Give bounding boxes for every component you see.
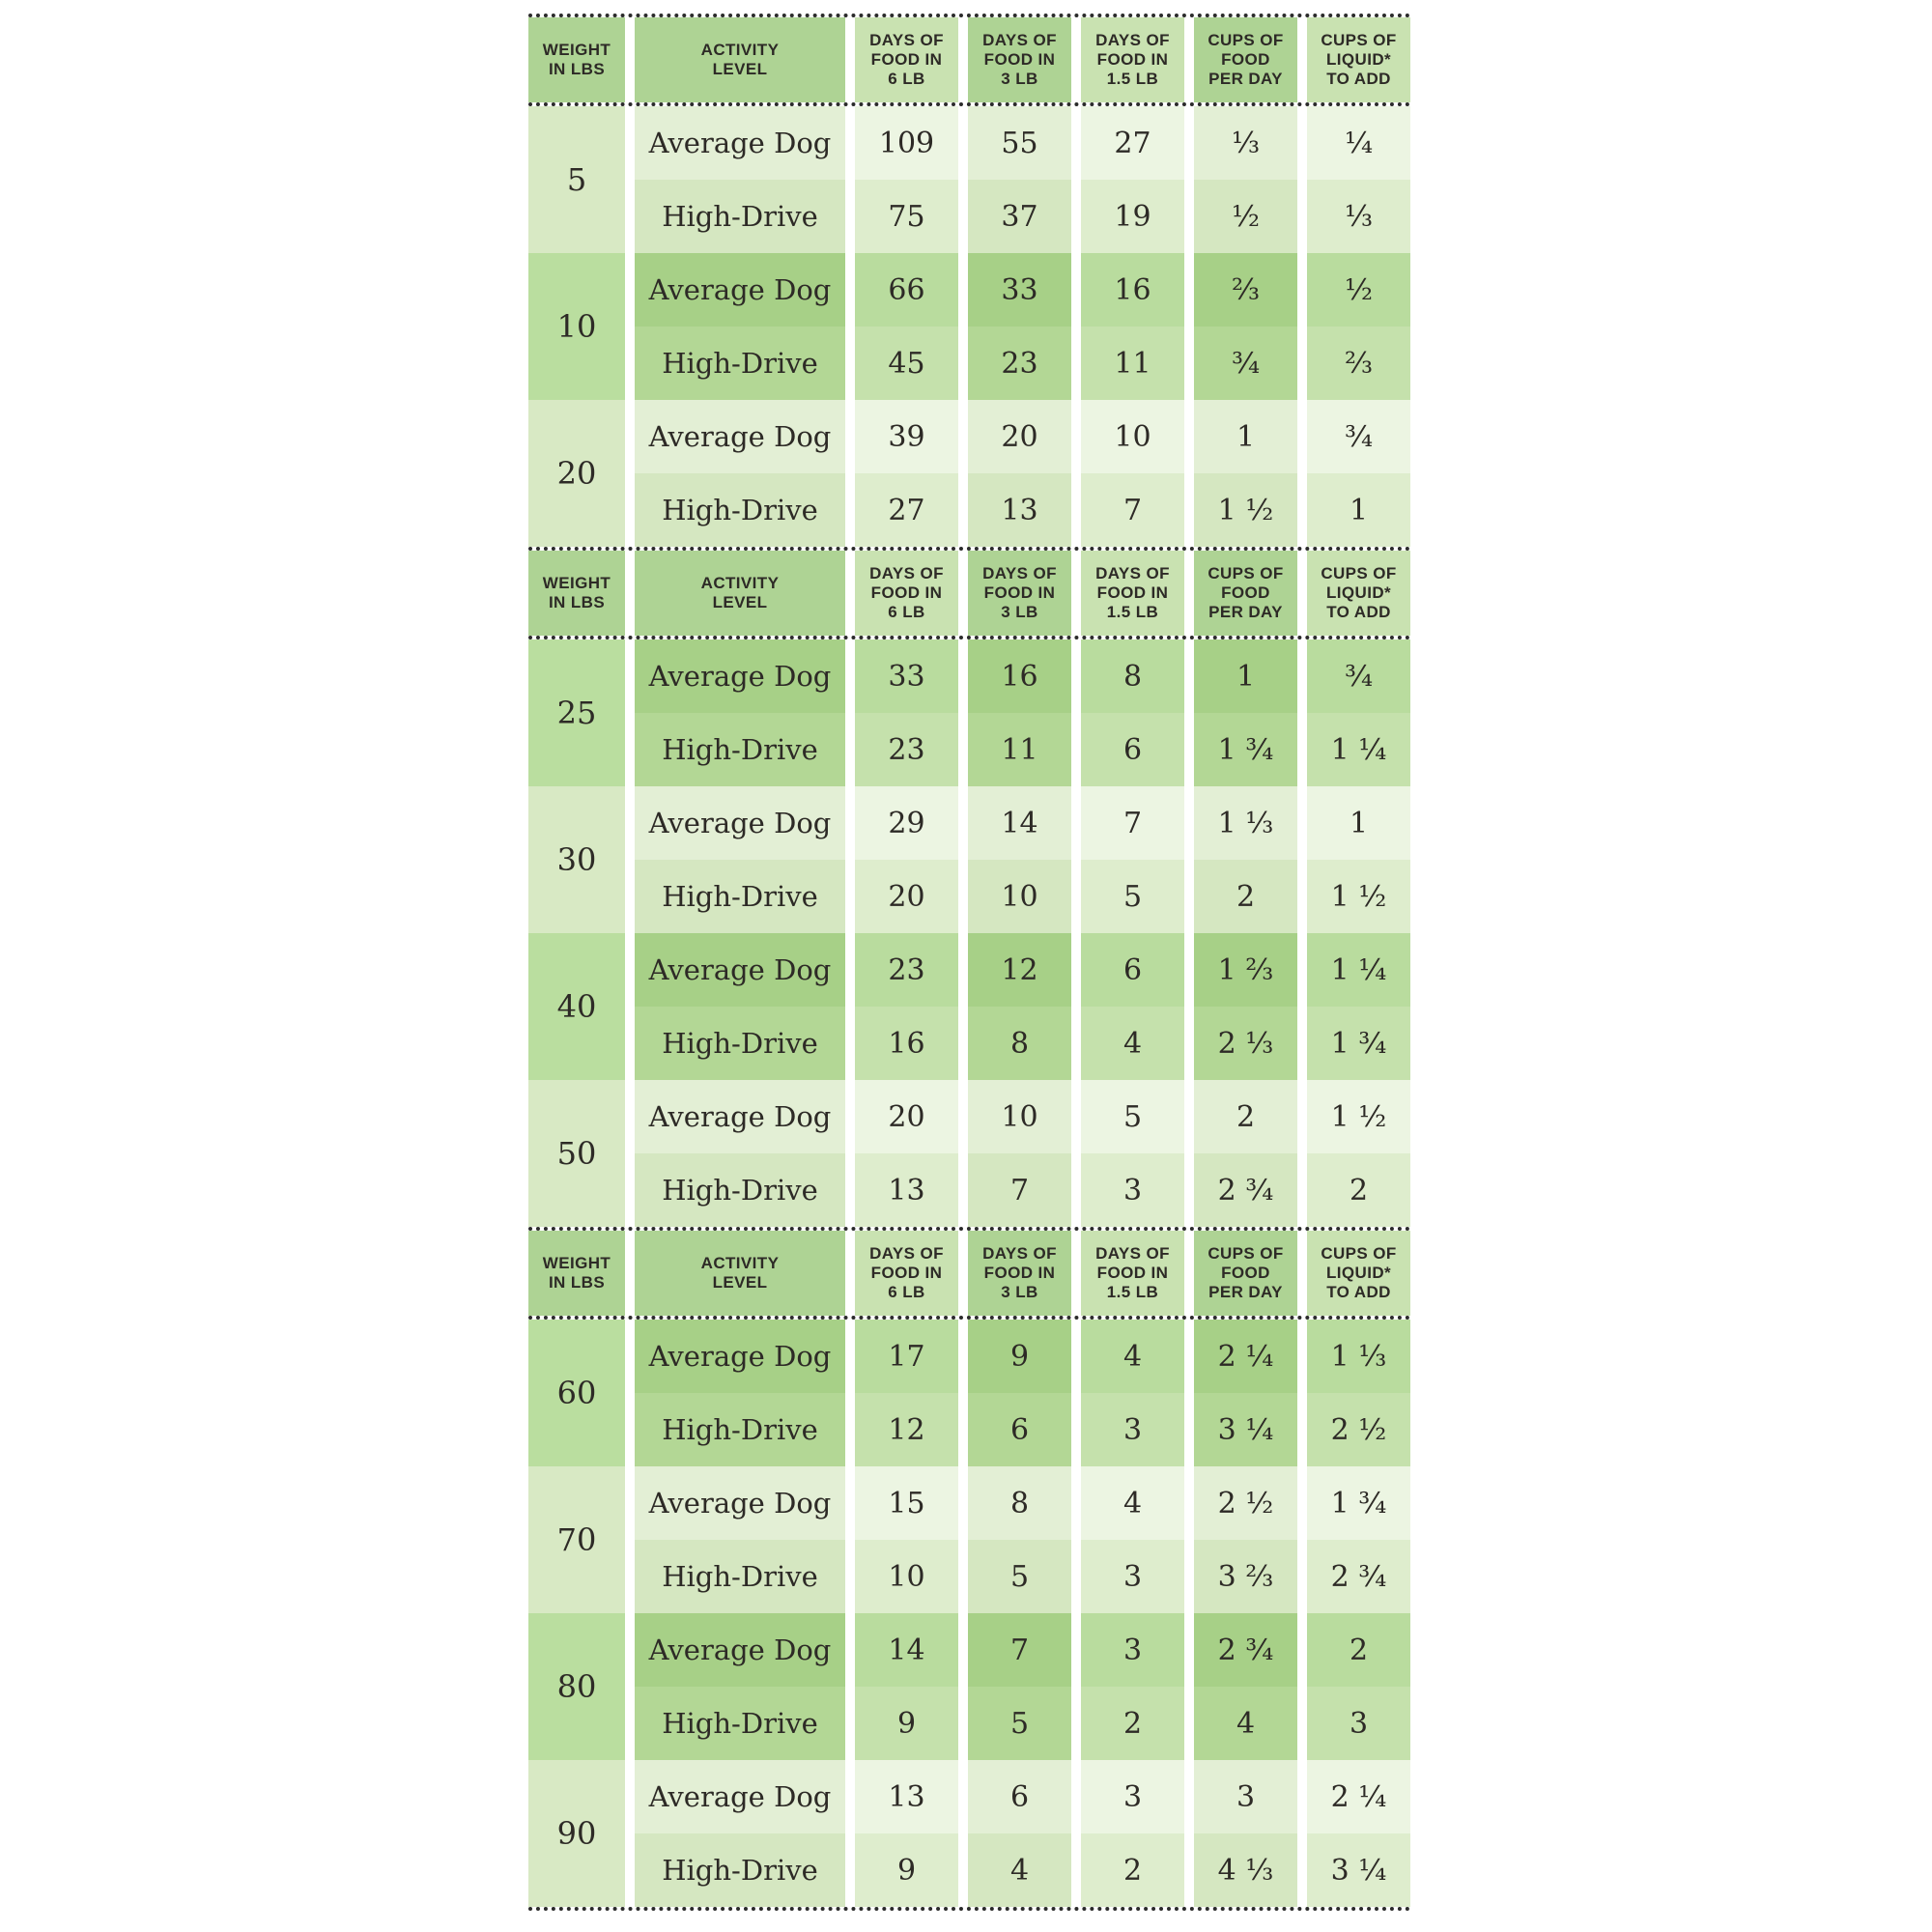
col-header-line: LIQUID* [1325,582,1392,602]
cups-food-cell: 2 [1194,1080,1297,1153]
days-3lb-cell: 8 [968,1007,1071,1080]
days-3lb-cell: 37 [968,180,1071,253]
col-header-days-3lb [968,1231,1071,1316]
col-header-line: 1.5 LB [1106,70,1159,89]
table-section-body [528,106,1410,547]
days-3lb-cell: 7 [968,1613,1071,1687]
cups-food-cell: 2 ¾ [1194,1153,1297,1227]
weight-cell: 60 [528,1320,625,1466]
cups-liquid-cell: 1 ¾ [1307,1466,1410,1540]
days-1-5lb-cell: 27 [1081,106,1184,180]
activity-cell: Average Dog [635,933,845,1007]
col-header-line: FOOD IN [1096,49,1169,69]
days-6lb-cell: 9 [855,1833,958,1907]
weight-cell: 5 [528,106,625,253]
days-3lb-cell: 4 [968,1833,1071,1907]
cups-food-cell: 3 [1194,1760,1297,1833]
col-header-line: TO ADD [1326,603,1391,622]
cups-liquid-cell: ⅔ [1307,327,1410,400]
days-1-5lb-cell: 11 [1081,327,1184,400]
cups-food-cell: 1 ½ [1194,473,1297,547]
col-header-line: CUPS OF [1208,1243,1284,1263]
days-6lb-cell: 23 [855,713,958,786]
col-header-line: FOOD [1221,49,1270,69]
days-1-5lb-cell: 8 [1081,639,1184,713]
activity-cell: Average Dog [635,1080,845,1153]
col-header-line: DAYS OF [1095,563,1170,582]
table-section-body [528,639,1410,1227]
cups-food-cell: 1 ⅔ [1194,933,1297,1007]
col-header-line: FOOD IN [870,1263,943,1282]
days-1-5lb-cell: 6 [1081,933,1184,1007]
col-header-line: 6 LB [888,1283,925,1302]
cups-liquid-cell: 2 [1307,1613,1410,1687]
activity-cell: High-Drive [635,473,845,547]
col-header-cups-food [1194,1231,1297,1316]
days-1-5lb-cell: 5 [1081,1080,1184,1153]
col-header-cups-liquid [1307,17,1410,102]
days-3lb-cell: 10 [968,860,1071,933]
cups-food-cell: 3 ¼ [1194,1393,1297,1466]
days-6lb-cell: 29 [855,786,958,860]
col-header-line: DAYS OF [982,30,1057,49]
table-section-body [528,1320,1410,1911]
col-header-cups-food [1194,17,1297,102]
days-6lb-cell: 45 [855,327,958,400]
days-1-5lb-cell: 3 [1081,1613,1184,1687]
cups-liquid-cell: 1 [1307,786,1410,860]
days-1-5lb-cell: 6 [1081,713,1184,786]
col-header-line: DAYS OF [982,1243,1057,1263]
days-6lb-cell: 66 [855,253,958,327]
cups-food-cell: ⅓ [1194,106,1297,180]
days-1-5lb-cell: 3 [1081,1540,1184,1613]
days-1-5lb-cell: 7 [1081,473,1184,547]
days-6lb-cell: 20 [855,860,958,933]
col-header-line: DAYS OF [869,563,944,582]
days-3lb-cell: 8 [968,1466,1071,1540]
days-1-5lb-cell: 19 [1081,180,1184,253]
days-3lb-cell: 55 [968,106,1071,180]
days-3lb-cell: 9 [968,1320,1071,1393]
days-3lb-cell: 20 [968,400,1071,473]
days-6lb-cell: 17 [855,1320,958,1393]
activity-cell: Average Dog [635,400,845,473]
days-6lb-cell: 15 [855,1466,958,1540]
col-header-line: FOOD IN [983,49,1056,69]
cups-food-cell: 2 [1194,860,1297,933]
days-1-5lb-cell: 4 [1081,1320,1184,1393]
days-1-5lb-cell: 4 [1081,1007,1184,1080]
col-header-line: 1.5 LB [1106,603,1159,622]
weight-cell: 90 [528,1760,625,1907]
col-header-line: IN LBS [548,593,606,611]
col-header-line: CUPS OF [1208,563,1284,582]
col-header-line: LIQUID* [1325,1263,1392,1282]
col-header-days-1-5lb [1081,17,1184,102]
col-header-line: WEIGHT [542,1253,611,1272]
days-1-5lb-cell: 16 [1081,253,1184,327]
cups-food-cell: ½ [1194,180,1297,253]
col-header-line: FOOD [1221,1263,1270,1282]
col-header-line: ACTIVITY [700,1253,780,1272]
weight-cell: 80 [528,1613,625,1760]
activity-cell: High-Drive [635,860,845,933]
activity-cell: Average Dog [635,253,845,327]
col-header-weight [528,1231,625,1316]
weight-cell: 30 [528,786,625,933]
cups-liquid-cell: ¾ [1307,400,1410,473]
cups-liquid-cell: 1 [1307,473,1410,547]
col-header-line: CUPS OF [1321,563,1397,582]
col-header-line: FOOD IN [983,582,1056,602]
cups-liquid-cell: 2 [1307,1153,1410,1227]
col-header-line: TO ADD [1326,1283,1391,1302]
col-header-line: 1.5 LB [1106,1283,1159,1302]
col-header-activity [635,551,845,636]
col-header-line: WEIGHT [542,573,611,592]
cups-liquid-cell: 2 ¼ [1307,1760,1410,1833]
col-header-days-6lb [855,17,958,102]
cups-food-cell: 2 ⅓ [1194,1007,1297,1080]
col-header-line: LEVEL [712,60,768,78]
col-header-line: 6 LB [888,70,925,89]
cups-liquid-cell: 1 ¼ [1307,713,1410,786]
col-header-line: TO ADD [1326,70,1391,89]
days-3lb-cell: 23 [968,327,1071,400]
activity-cell: High-Drive [635,327,845,400]
col-header-days-3lb [968,551,1071,636]
cups-liquid-cell: 3 [1307,1687,1410,1760]
activity-cell: Average Dog [635,639,845,713]
activity-cell: High-Drive [635,1540,845,1613]
cups-liquid-cell: 1 ¾ [1307,1007,1410,1080]
feeding-chart-table [528,14,1410,1911]
cups-food-cell: 1 [1194,400,1297,473]
cups-liquid-cell: 2 ¾ [1307,1540,1410,1613]
days-3lb-cell: 12 [968,933,1071,1007]
cups-food-cell: ⅔ [1194,253,1297,327]
col-header-line: DAYS OF [869,30,944,49]
days-3lb-cell: 6 [968,1393,1071,1466]
days-3lb-cell: 7 [968,1153,1071,1227]
days-6lb-cell: 39 [855,400,958,473]
weight-cell: 70 [528,1466,625,1613]
col-header-weight [528,17,625,102]
col-header-line: DAYS OF [1095,30,1170,49]
cups-food-cell: 2 ¾ [1194,1613,1297,1687]
col-header-line: FOOD IN [870,49,943,69]
days-1-5lb-cell: 5 [1081,860,1184,933]
col-header-line: 3 LB [1001,1283,1038,1302]
days-1-5lb-cell: 2 [1081,1687,1184,1760]
cups-liquid-cell: 3 ¼ [1307,1833,1410,1907]
col-header-line: PER DAY [1208,70,1283,89]
cups-liquid-cell: ⅓ [1307,180,1410,253]
col-header-line: FOOD IN [1096,1263,1169,1282]
col-header-days-6lb [855,551,958,636]
col-header-cups-liquid [1307,1231,1410,1316]
days-3lb-cell: 5 [968,1687,1071,1760]
cups-liquid-cell: 1 ¼ [1307,933,1410,1007]
days-6lb-cell: 10 [855,1540,958,1613]
cups-food-cell: 3 ⅔ [1194,1540,1297,1613]
activity-cell: High-Drive [635,1687,845,1760]
col-header-line: WEIGHT [542,40,611,59]
cups-liquid-cell: 2 ½ [1307,1393,1410,1466]
cups-liquid-cell: ¾ [1307,639,1410,713]
cups-food-cell: 2 ½ [1194,1466,1297,1540]
col-header-line: CUPS OF [1208,30,1284,49]
days-6lb-cell: 9 [855,1687,958,1760]
days-1-5lb-cell: 3 [1081,1153,1184,1227]
days-1-5lb-cell: 3 [1081,1760,1184,1833]
days-6lb-cell: 20 [855,1080,958,1153]
weight-cell: 50 [528,1080,625,1227]
col-header-line: FOOD [1221,582,1270,602]
col-header-line: IN LBS [548,1273,606,1292]
col-header-line: 3 LB [1001,603,1038,622]
days-3lb-cell: 33 [968,253,1071,327]
col-header-line: DAYS OF [1095,1243,1170,1263]
col-header-line: CUPS OF [1321,30,1397,49]
col-header-line: PER DAY [1208,1283,1283,1302]
table-header-row [528,547,1410,639]
table-header-row [528,1227,1410,1320]
activity-cell: Average Dog [635,1320,845,1393]
cups-food-cell: ¾ [1194,327,1297,400]
days-3lb-cell: 10 [968,1080,1071,1153]
cups-liquid-cell: 1 ⅓ [1307,1320,1410,1393]
col-header-line: ACTIVITY [700,573,780,592]
cups-food-cell: 4 [1194,1687,1297,1760]
activity-cell: High-Drive [635,1007,845,1080]
days-6lb-cell: 14 [855,1613,958,1687]
cups-liquid-cell: 1 ½ [1307,1080,1410,1153]
cups-food-cell: 4 ⅓ [1194,1833,1297,1907]
activity-cell: High-Drive [635,180,845,253]
days-1-5lb-cell: 2 [1081,1833,1184,1907]
weight-cell: 20 [528,400,625,547]
col-header-line: DAYS OF [869,1243,944,1263]
cups-food-cell: 1 [1194,639,1297,713]
activity-cell: Average Dog [635,106,845,180]
col-header-line: 3 LB [1001,70,1038,89]
col-header-cups-liquid [1307,551,1410,636]
days-1-5lb-cell: 3 [1081,1393,1184,1466]
col-header-line: FOOD IN [870,582,943,602]
col-header-line: ACTIVITY [700,40,780,59]
days-6lb-cell: 33 [855,639,958,713]
col-header-weight [528,551,625,636]
cups-food-cell: 2 ¼ [1194,1320,1297,1393]
col-header-activity [635,1231,845,1316]
days-3lb-cell: 14 [968,786,1071,860]
cups-liquid-cell: 1 ½ [1307,860,1410,933]
days-6lb-cell: 13 [855,1760,958,1833]
col-header-days-6lb [855,1231,958,1316]
col-header-line: DAYS OF [982,563,1057,582]
days-6lb-cell: 75 [855,180,958,253]
table-header-row [528,14,1410,106]
col-header-line: LEVEL [712,593,768,611]
col-header-activity [635,17,845,102]
activity-cell: Average Dog [635,786,845,860]
activity-cell: Average Dog [635,1760,845,1833]
activity-cell: High-Drive [635,1393,845,1466]
weight-cell: 40 [528,933,625,1080]
activity-cell: Average Dog [635,1613,845,1687]
days-3lb-cell: 6 [968,1760,1071,1833]
activity-cell: High-Drive [635,713,845,786]
cups-food-cell: 1 ¾ [1194,713,1297,786]
days-6lb-cell: 27 [855,473,958,547]
activity-cell: High-Drive [635,1153,845,1227]
days-3lb-cell: 11 [968,713,1071,786]
col-header-line: IN LBS [548,60,606,78]
col-header-days-1-5lb [1081,1231,1184,1316]
col-header-line: PER DAY [1208,603,1283,622]
weight-cell: 10 [528,253,625,400]
col-header-line: CUPS OF [1321,1243,1397,1263]
col-header-line: LIQUID* [1325,49,1392,69]
col-header-days-1-5lb [1081,551,1184,636]
col-header-line: LEVEL [712,1273,768,1292]
activity-cell: High-Drive [635,1833,845,1907]
activity-cell: Average Dog [635,1466,845,1540]
days-6lb-cell: 23 [855,933,958,1007]
days-1-5lb-cell: 7 [1081,786,1184,860]
days-6lb-cell: 109 [855,106,958,180]
days-3lb-cell: 13 [968,473,1071,547]
cups-food-cell: 1 ⅓ [1194,786,1297,860]
col-header-line: FOOD IN [1096,582,1169,602]
days-6lb-cell: 13 [855,1153,958,1227]
days-1-5lb-cell: 10 [1081,400,1184,473]
col-header-cups-food [1194,551,1297,636]
cups-liquid-cell: ¼ [1307,106,1410,180]
col-header-days-3lb [968,17,1071,102]
weight-cell: 25 [528,639,625,786]
col-header-line: 6 LB [888,603,925,622]
days-1-5lb-cell: 4 [1081,1466,1184,1540]
days-6lb-cell: 16 [855,1007,958,1080]
col-header-line: FOOD IN [983,1263,1056,1282]
cups-liquid-cell: ½ [1307,253,1410,327]
days-3lb-cell: 16 [968,639,1071,713]
days-3lb-cell: 5 [968,1540,1071,1613]
days-6lb-cell: 12 [855,1393,958,1466]
